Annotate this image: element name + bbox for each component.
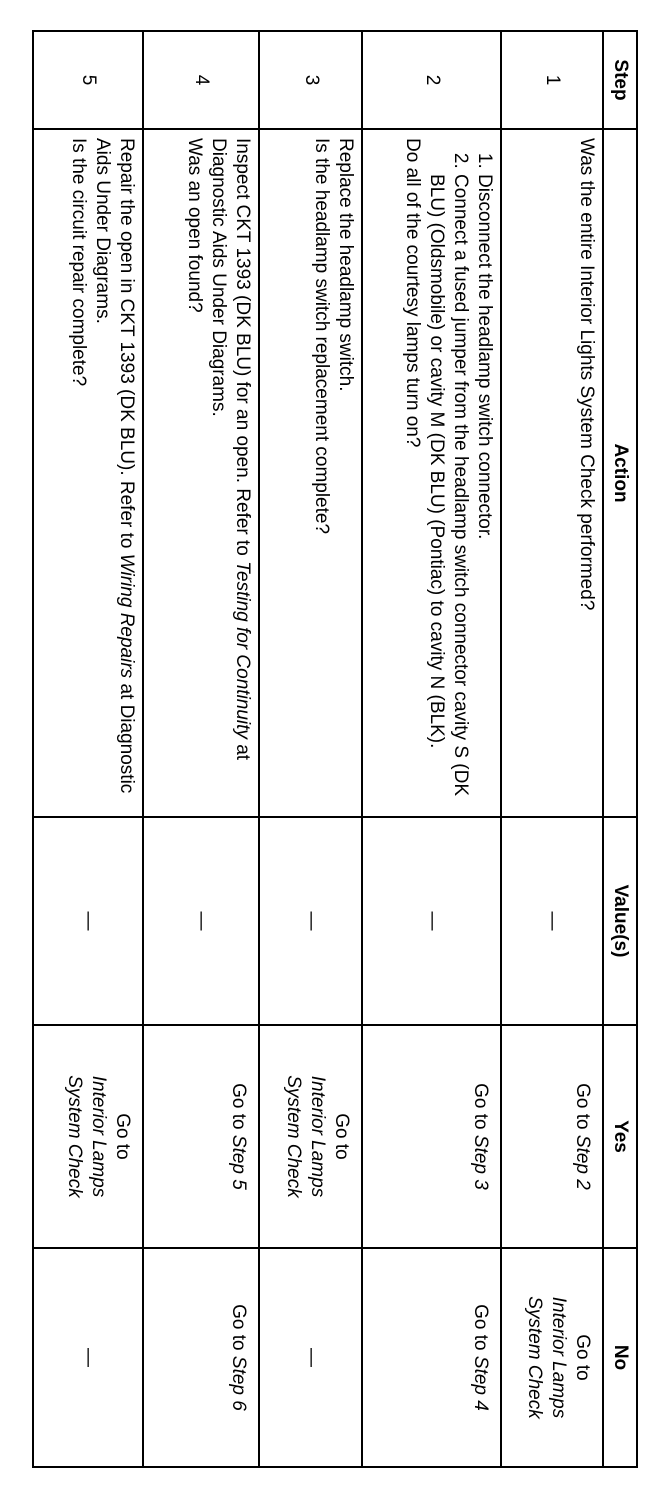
table-row (259, 31, 362, 1467)
no-cell: — (259, 1248, 362, 1467)
no-step-link[interactable]: Step 4 (470, 1355, 492, 1411)
action-question: Is the headlamp switch replacement complete? (311, 138, 333, 535)
yes-prefix: Go to (228, 1083, 250, 1130)
yes-link-line2[interactable]: System Check (64, 1075, 86, 1198)
action-cell (501, 129, 603, 817)
step-number: 3 (259, 31, 362, 129)
action-cell (259, 129, 362, 817)
action-question: Do all of the courtesy lamps turn on? (402, 138, 424, 448)
header-values: Value(s) (603, 817, 637, 1025)
action-text: Inspect CKT 1393 (DK BLU) for an open. Refer to (232, 138, 254, 562)
table-row (144, 31, 260, 1467)
diagnostic-table (32, 30, 638, 1468)
yes-prefix: Go to (331, 1113, 353, 1160)
action-cell (144, 129, 260, 817)
no-prefix: Go to (572, 1334, 593, 1381)
table-row (501, 31, 603, 1467)
table-row (33, 31, 144, 1467)
yes-step-link[interactable]: Step 5 (228, 1134, 250, 1190)
value-cell: — (259, 817, 362, 1025)
action-steps-list (424, 138, 496, 808)
yes-prefix: Go to (112, 1113, 134, 1160)
yes-step-link[interactable]: Step 2 (572, 1134, 593, 1190)
action-link[interactable]: Testing for Continuity (232, 561, 254, 739)
yes-cell (362, 1025, 501, 1248)
action-question: Is the circuit repair complete? (68, 138, 90, 387)
no-link-line1[interactable]: Interior Lamps (548, 1296, 569, 1419)
action-cell (362, 129, 501, 817)
no-link-line2[interactable]: System Check (524, 1296, 545, 1419)
value-cell: — (362, 817, 501, 1025)
yes-cell (259, 1025, 362, 1248)
yes-prefix: Go to (572, 1083, 593, 1130)
action-link[interactable]: Wiring Repairs (116, 553, 138, 679)
step-number: 2 (362, 31, 501, 129)
header-action: Action (603, 129, 637, 817)
action-question: Was an open found? (184, 138, 206, 313)
action-step-item: 1. Disconnect the headlamp switch connector. (472, 174, 496, 808)
step-number: 1 (501, 31, 603, 129)
action-text: Repair the open in CKT 1393 (DK BLU). Refer to (116, 138, 138, 554)
yes-prefix: Go to (470, 1083, 492, 1130)
action-text-cont: at Diagnostic Aids Under Diagrams. (208, 138, 254, 761)
value-cell: — (501, 817, 603, 1025)
action-text: Replace the headlamp switch. (335, 138, 357, 392)
yes-cell (144, 1025, 260, 1248)
action-text: Was the entire Interior Lights System Check performed? (576, 138, 597, 611)
no-cell: — (33, 1248, 144, 1467)
header-no: No (603, 1248, 637, 1467)
action-cell (33, 129, 144, 817)
value-cell: — (144, 817, 260, 1025)
step-number: 5 (33, 31, 144, 129)
no-cell (501, 1248, 603, 1467)
yes-link-line2[interactable]: System Check (283, 1075, 305, 1198)
no-step-link[interactable]: Step 6 (228, 1355, 250, 1411)
header-row (603, 31, 637, 1467)
table-row (362, 31, 501, 1467)
action-step-item: 2. Connect a fused jumper from the headlamp switch connector cavity S (DK BLU) (Oldsmobile) or cavity M (DK BLU) (Pontiac) to cavity N (BLK). (424, 174, 472, 808)
no-cell (362, 1248, 501, 1467)
yes-link-line1[interactable]: Interior Lamps (88, 1075, 110, 1198)
no-prefix: Go to (470, 1304, 492, 1351)
value-cell: — (33, 817, 144, 1025)
yes-cell (33, 1025, 144, 1248)
yes-step-link[interactable]: Step 3 (470, 1134, 492, 1190)
no-prefix: Go to (228, 1304, 250, 1351)
yes-link-line1[interactable]: Interior Lamps (307, 1075, 329, 1198)
yes-cell (501, 1025, 603, 1248)
header-step: Step (603, 31, 637, 129)
action-text-cont: at Diagnostic Aids Under Diagrams. (92, 138, 138, 794)
rotated-page (32, 30, 638, 1466)
no-cell (144, 1248, 260, 1467)
step-number: 4 (144, 31, 260, 129)
header-yes: Yes (603, 1025, 637, 1248)
